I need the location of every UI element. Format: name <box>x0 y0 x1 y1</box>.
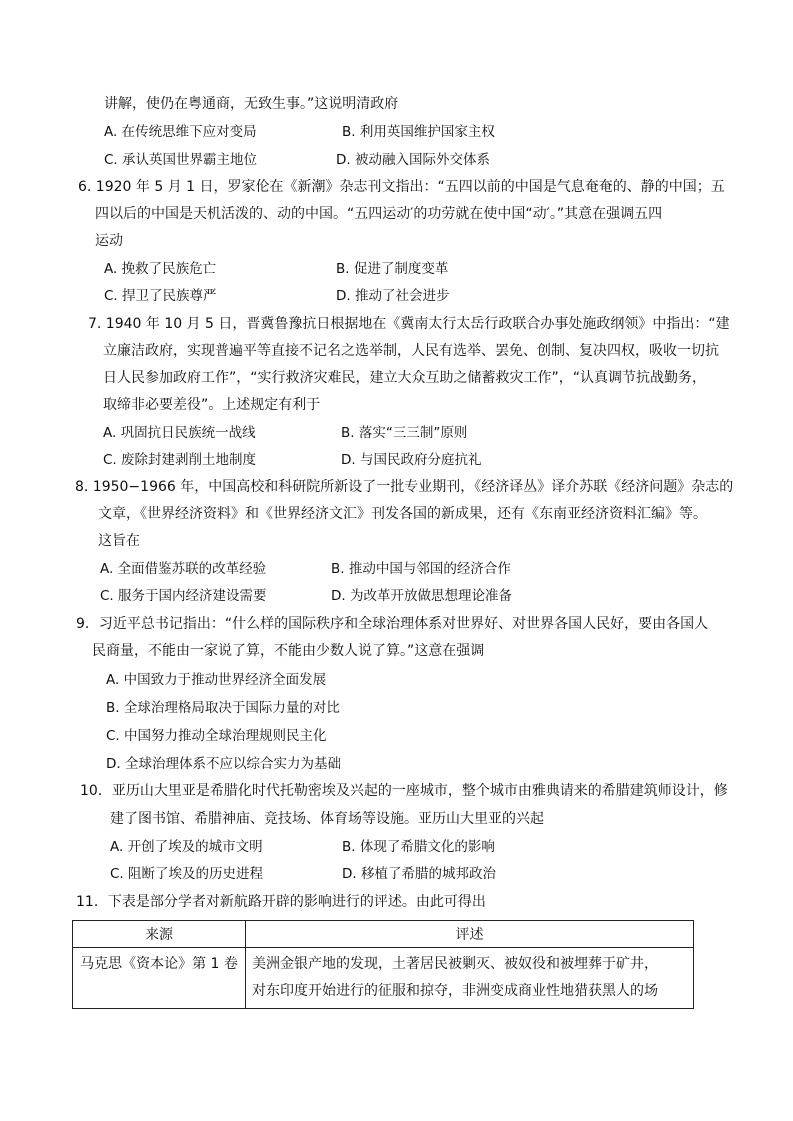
q7-option-b: B. 落实“三三制”原则 <box>341 425 468 441</box>
table-header-comment: 评述 <box>246 921 694 948</box>
q10-stem-line-2: 建了图书馆、希腊神庙、竞技场、体育场等设施。亚历山大里亚的兴起 <box>110 811 544 827</box>
table-cell-comment <box>246 948 694 1009</box>
q10-option-b: B. 体现了希腊文化的影响 <box>342 839 495 855</box>
table-header-source: 来源 <box>73 921 246 948</box>
q6-stem-line-3: 运动 <box>95 233 123 249</box>
q7-stem-line-1: 7. 1940 年 10 月 5 日，晋冀鲁豫抗日根据地在《冀南太行太岳行政联合办事处施政纲领》中指出：“建 <box>88 316 730 332</box>
q5-option-d: D. 被动融入国际外交体系 <box>336 152 490 168</box>
q9-option-a: A. 中国致力于推动世界经济全面发展 <box>106 672 327 688</box>
q8-stem-line-3: 这旨在 <box>98 533 140 549</box>
q8-option-a: A. 全面借鉴苏联的改革经验 <box>100 561 267 577</box>
q9-stem-line-1: 9．习近平总书记指出：“什么样的国际秩序和全球治理体系对世界好、对世界各国人民好，要由各国人 <box>76 616 709 632</box>
table-cell-source-text: 马克思《资本论》第 1 卷 <box>80 956 238 972</box>
q6-option-b: B. 促进了制度变革 <box>336 261 449 277</box>
q5-option-a: A. 在传统思维下应对变局 <box>104 124 257 140</box>
q5-option-c: C. 承认英国世界霸主地位 <box>104 152 258 168</box>
q10-option-c: C. 阻断了埃及的历史进程 <box>110 866 264 882</box>
q6-option-d: D. 推动了社会进步 <box>336 288 450 304</box>
q6-option-a: A. 挽救了民族危亡 <box>104 261 217 277</box>
q6-option-c: C. 捍卫了民族尊严 <box>104 288 217 304</box>
q5-option-b: B. 利用英国维护国家主权 <box>342 124 495 140</box>
table-row <box>73 948 694 1009</box>
q10-option-a: A. 开创了埃及的城市文明 <box>110 839 263 855</box>
q7-option-c: C. 废除封建剥削土地制度 <box>103 452 257 468</box>
q8-option-d: D. 为改革开放做思想理论准备 <box>331 588 512 604</box>
q7-option-d: D. 与国民政府分庭抗礼 <box>341 452 482 468</box>
q7-option-a: A. 巩固抗日民族统一战线 <box>103 425 256 441</box>
q11-source-table <box>72 920 694 1009</box>
q8-stem-line-2: 文章，《世界经济资料》和《世界经济文汇》刊发各国的新成果，还有《东南亚经济资料汇编》等。 <box>98 506 707 522</box>
q10-stem-line-1: 10．亚历山大里亚是希腊化时代托勒密埃及兴起的一座城市，整个城市由雅典请来的希腊建筑师设计，修 <box>80 783 728 799</box>
q6-stem-line-2: 四以后的中国是天机活泼的、动的中国。“五四运动′的功劳就在使中国“动′。”其意在强调五四 <box>95 206 663 222</box>
q9-option-d: D. 全球治理体系不应以综合实力为基础 <box>106 756 341 772</box>
q7-stem-line-4: 取缔非必要差役”。上述规定有利于 <box>103 397 321 413</box>
table-cell-source <box>73 948 246 1009</box>
table-header-row <box>73 921 694 948</box>
table-cell-comment-line-1: 美洲金银产地的发现，土著居民被剿灭、被奴役和被埋葬于矿井， <box>252 956 658 972</box>
q10-option-d: D. 移植了希腊的城邦政治 <box>342 866 496 882</box>
q9-option-b: B. 全球治理格局取决于国际力量的对比 <box>106 700 340 716</box>
q11-stem: 11．下表是部分学者对新航路开辟的影响进行的评述。由此可得出 <box>76 894 486 910</box>
q6-stem-line-1: 6. 1920 年 5 月 1 日，罗家伦在《新潮》杂志刊文指出：“五四以前的中国是气息奄奄的、静的中国；五 <box>78 179 725 195</box>
q8-stem-line-1: 8. 1950−1966 年，中国高校和科研院所新设了一批专业期刊，《经济译丛》译介苏联《经济问题》杂志的 <box>75 479 734 495</box>
q8-option-c: C. 服务于国内经济建设需要 <box>100 588 267 604</box>
q7-stem-line-2: 立廉洁政府，实现普遍平等直接不记名之选举制，人民有选举、罢免、创制、复决四权，吸收一切抗 <box>103 343 719 359</box>
table-cell-comment-line-2: 对东印度开始进行的征服和掠夺，非洲变成商业性地猎获黑人的场 <box>252 983 658 999</box>
q8-option-b: B. 推动中国与邻国的经济合作 <box>331 561 511 577</box>
q7-stem-line-3: 日人民参加政府工作”，“实行救济灾难民，建立大众互助之储蓄救灾工作”，“认真调节抗战勤务， <box>103 370 707 386</box>
q9-stem-line-2: 民商量，不能由一家说了算，不能由少数人说了算。”这意在强调 <box>92 643 485 659</box>
q9-option-c: C. 中国努力推动全球治理规则民主化 <box>106 728 327 744</box>
q5-stem-continuation: 讲解，使仍在粤通商，无致生事。”这说明清政府 <box>104 96 399 112</box>
